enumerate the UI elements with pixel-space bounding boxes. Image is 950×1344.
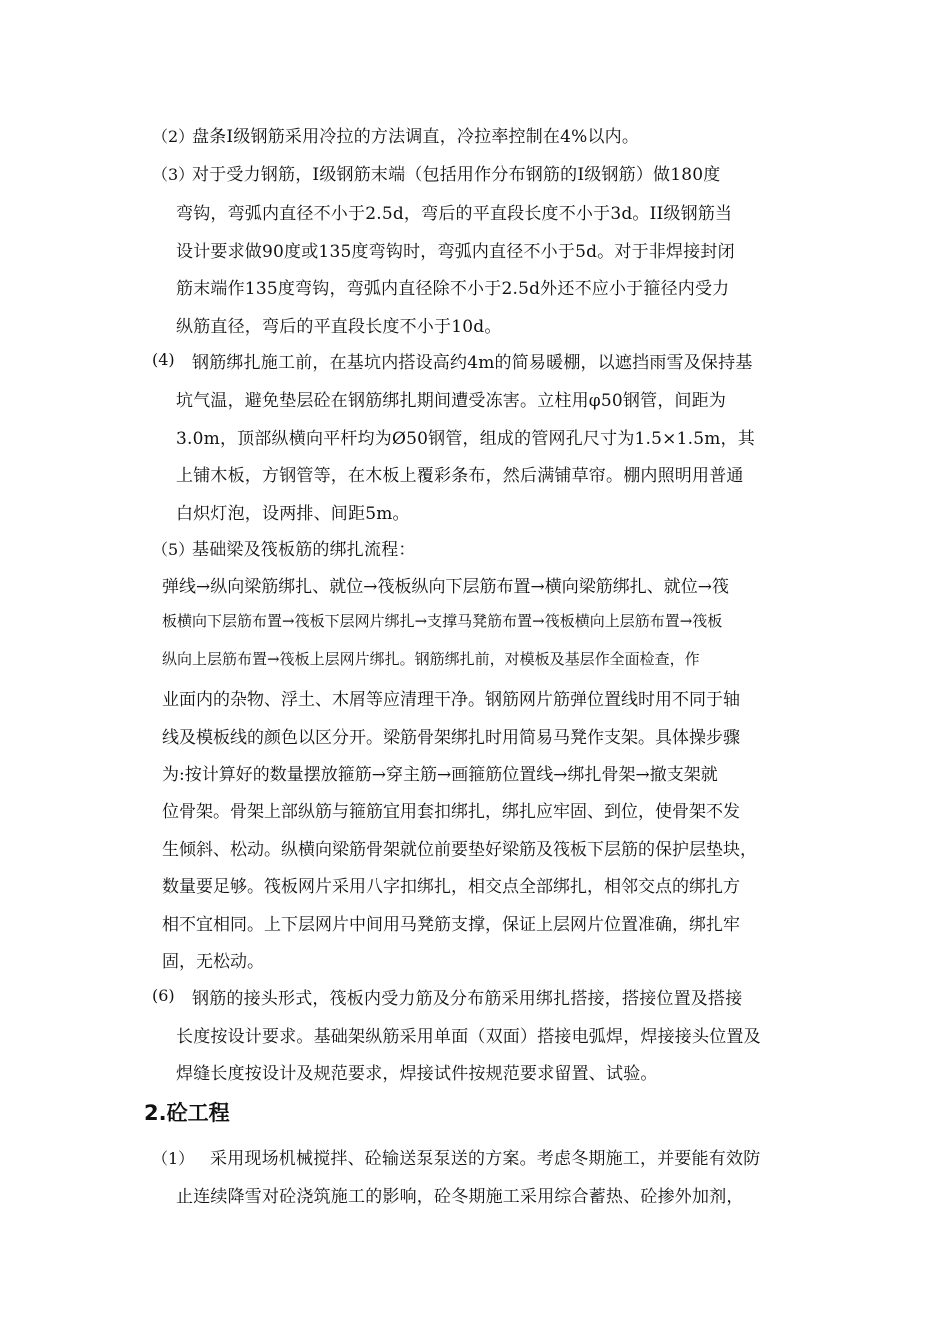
text-line: 纵筋直径，弯后的平直段长度不小于10d。	[176, 317, 502, 337]
text-line: 基础梁及筏板筋的绑扎流程：	[192, 540, 416, 560]
text-line: 对于受力钢筋，Ⅰ级钢筋末端（包括用作分布钢筋的Ⅰ级钢筋）做180度	[192, 165, 721, 185]
text-line: 业面内的杂物、浮土、木屑等应清理干净。钢筋网片筋弹位置线时用不同于轴	[162, 690, 740, 710]
text-line: 线及模板线的颜色以区分开。梁筋骨架绑扎时用简易马凳作支架。具体操步骤	[162, 728, 740, 748]
text-line: 盘条Ⅰ级钢筋采用冷拉的方法调直，冷拉率控制在4%以内。	[192, 127, 640, 147]
section-heading: 2.砼工程	[144, 1101, 230, 1125]
text-line: 白炽灯泡，设两排、间距5m。	[176, 504, 410, 524]
text-line: 钢筋的接头形式，筏板内受力筋及分布筋采用绑扎搭接，搭接位置及搭接	[192, 989, 743, 1009]
text-line: 坑气温，避免垫层砼在钢筋绑扎期间遭受冻害。立柱用φ50钢管，间距为	[176, 391, 727, 411]
item-marker: （2）	[152, 127, 195, 146]
text-line: 数量要足够。筏板网片采用八字扣绑扎，相交点全部绑扎，相邻交点的绑扎方	[162, 877, 740, 897]
text-line: 生倾斜、松动。纵横向梁筋骨架就位前要垫好梁筋及筏板下层筋的保护层垫块，	[162, 840, 757, 860]
text-line: 筋末端作135度弯钩，弯弧内直径除不小于2.5d外还不应小于箍径内受力	[176, 279, 730, 299]
text-line: 设计要求做90度或135度弯钩时，弯弧内直径不小于5d。对于非焊接封闭	[176, 242, 735, 262]
text-line: 钢筋绑扎施工前，在基坑内搭设高约4m的简易暖棚，以遮挡雨雪及保持基	[192, 353, 753, 373]
text-line: 焊缝长度按设计及规范要求，焊接试件按规范要求留置、试验。	[176, 1064, 658, 1084]
text-line: 止连续降雪对砼浇筑施工的影响，砼冬期施工采用综合蓄热、砼掺外加剂，	[176, 1187, 744, 1207]
text-line: 相不宜相同。上下层网片中间用马凳筋支撑，保证上层网片位置准确，绑扎牢	[162, 915, 740, 935]
text-line: 纵向上层筋布置→筏板上层网片绑扎。钢筋绑扎前，对模板及基层作全面检查，作	[162, 650, 700, 668]
text-line: 弯钩，弯弧内直径不小于2.5d，弯后的平直段长度不小于3d。II级钢筋当	[176, 204, 733, 224]
item-marker: （1）	[152, 1149, 195, 1168]
item-marker: (4)	[152, 350, 175, 369]
text-line: 为:按计算好的数量摆放箍筋→穿主筋→画箍筋位置线→绑扎骨架→撤支架就	[162, 765, 718, 785]
text-line: 上铺木板，方钢管等，在木板上覆彩条布，然后满铺草帘。棚内照明用普通	[176, 466, 744, 486]
item-marker: （3）	[152, 165, 195, 184]
text-line: 位骨架。骨架上部纵筋与箍筋宜用套扣绑扎，绑扎应牢固、到位，使骨架不发	[162, 802, 740, 822]
item-marker: （5）	[152, 540, 195, 559]
text-line: 弹线→纵向梁筋绑扎、就位→筏板纵向下层筋布置→横向梁筋绑扎、就位→筏	[162, 577, 729, 597]
item-marker: (6)	[152, 986, 175, 1005]
text-line: 采用现场机械搅拌、砼输送泵泵送的方案。考虑冬期施工，并要能有效防	[210, 1149, 761, 1169]
text-line: 长度按设计要求。基础架纵筋采用单面（双面）搭接电弧焊，焊接接头位置及	[176, 1027, 761, 1047]
text-line: 固，无松动。	[162, 952, 264, 972]
text-line: 板横向下层筋布置→筏板下层网片绑扎→支撑马凳筋布置→筏板横向上层筋布置→筏板	[162, 612, 723, 630]
text-line: 3.0m，顶部纵横向平杆均为Ø50钢管，组成的管网孔尺寸为1.5×1.5m，其	[176, 429, 755, 449]
